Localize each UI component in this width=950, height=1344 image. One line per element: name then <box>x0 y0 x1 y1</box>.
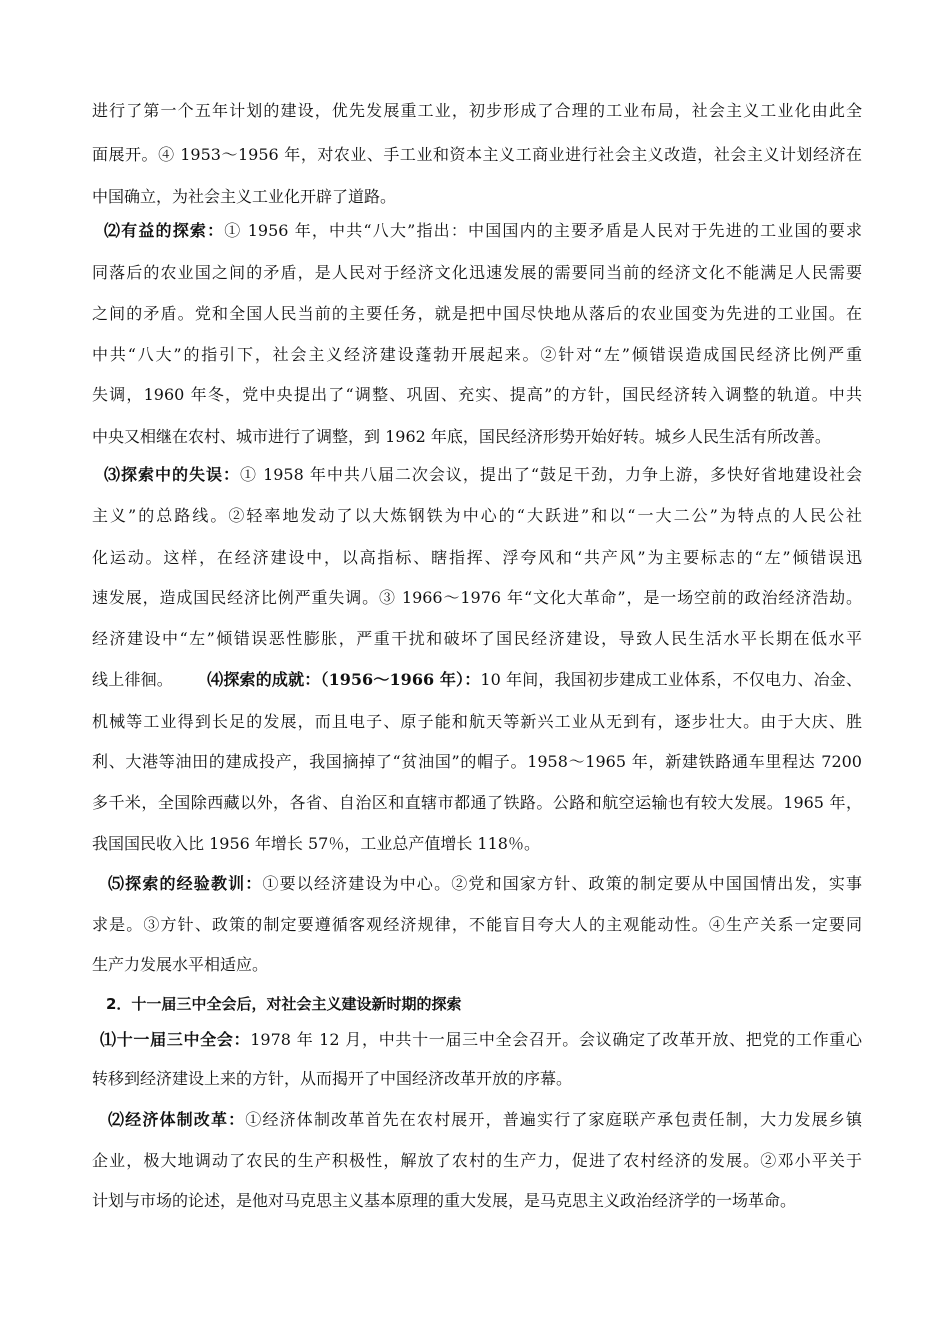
chapter-heading-text: 2．十一届三中全会后，对社会主义建设新时期的探索 <box>106 995 462 1013</box>
line-text: 失调，1960 年冬，党中央提出了“调整、巩固、充实、提高”的方针，国民经济转入调整的轨道。中共 <box>92 385 862 404</box>
section-lessons <box>108 874 862 894</box>
text-line <box>92 101 862 121</box>
line-text: 经济建设中“左”倾错误恶性膨胀，严重干扰和破坏了国民经济建设，导致人民生活水平长期在低水平 <box>92 629 862 648</box>
text-line <box>92 385 862 405</box>
section-mistakes <box>104 465 862 485</box>
text-line <box>92 915 862 935</box>
line-text: 中国确立，为社会主义工业化开辟了道路。 <box>92 187 397 206</box>
line-text: ① 1958 年中共八届二次会议，提出了“鼓足干劲，力争上游，多快好省地建设社会 <box>239 465 862 484</box>
line-text: 同落后的农业国之间的矛盾，是人民对于经济文化迅速发展的需要同当前的经济文化不能满足人民需要 <box>92 263 862 282</box>
line-text: ①要以经济建设为中心。②党和国家方针、政策的制定要从中国国情出发，实事 <box>262 874 862 893</box>
section-economic-reform <box>108 1110 862 1130</box>
section-heading: ⑶探索中的失误： <box>104 465 240 484</box>
line-text: 机械等工业得到长足的发展，而且电子、原子能和航天等新兴工业从无到有，逐步壮大。由于大庆、胜 <box>92 712 862 731</box>
line-text: 多千米，全国除西藏以外，各省、自治区和直辖市都通了铁路。公路和航空运输也有较大发展。1965 年， <box>92 793 862 812</box>
line-text: 10 年间，我国初步建成工业体系，不仅电力、冶金、 <box>480 670 862 689</box>
text-line <box>92 427 862 447</box>
text-line <box>92 263 862 283</box>
text-line <box>92 1151 862 1171</box>
section-heading: ⑵有益的探索： <box>104 221 225 240</box>
chapter-heading <box>106 994 862 1014</box>
text-line <box>92 145 862 165</box>
line-text: 企业，极大地调动了农民的生产积极性，解放了农村的生产力，促进了农村经济的发展。②邓小平关于 <box>92 1151 862 1170</box>
line-text: 1978 年 12 月，中共十一届三中全会召开。会议确定了改革开放、把党的工作重心 <box>250 1030 862 1049</box>
text-line <box>92 588 862 608</box>
text-line <box>92 712 862 732</box>
text-line <box>92 955 862 975</box>
line-text: 线上徘徊。 <box>92 670 173 689</box>
text-line <box>92 187 862 207</box>
line-text: 我国国民收入比 1956 年增长 57％，工业总产值增长 118％。 <box>92 834 540 853</box>
line-text: 中共“八大”的指引下，社会主义经济建设蓬勃开展起来。②针对“左”倾错误造成国民经济比例严重 <box>92 345 862 364</box>
text-line <box>92 548 862 568</box>
section-heading: ⑸探索的经验教训： <box>108 874 263 893</box>
section-achievements <box>92 670 862 690</box>
section-heading: ⑴十一届三中全会： <box>100 1030 251 1049</box>
line-text: 之间的矛盾。党和全国人民当前的主要任务，就是把中国尽快地从落后的农业国变为先进的工业国。在 <box>92 304 862 323</box>
text-line <box>92 345 862 365</box>
line-text: ①经济体制改革首先在农村展开，普遍实行了家庭联产承包责任制，大力发展乡镇 <box>245 1110 862 1129</box>
section-third-plenum <box>100 1030 862 1050</box>
line-text: 速发展，造成国民经济比例严重失调。③ 1966～1976 年“文化大革命”，是一场空前的政治经济浩劫。 <box>92 588 862 607</box>
line-text: 生产力发展水平相适应。 <box>92 955 269 974</box>
section-heading: ⑵经济体制改革： <box>108 1110 246 1129</box>
line-text: 进行了第一个五年计划的建设，优先发展重工业，初步形成了合理的工业布局，社会主义工业化由此全 <box>92 101 862 120</box>
text-line <box>92 1191 862 1211</box>
line-text: 主义”的总路线。②轻率地发动了以大炼钢铁为中心的“大跃进”和以“一大二公”为特点的人民公社 <box>92 506 862 525</box>
text-line <box>92 793 862 813</box>
text-line <box>92 304 862 324</box>
line-text: 面展开。④ 1953～1956 年，对农业、手工业和资本主义工商业进行社会主义改造，社会主义计划经济在 <box>92 145 862 164</box>
line-text: ① 1956 年，中共“八大”指出：中国国内的主要矛盾是人民对于先进的工业国的要求 <box>224 221 862 240</box>
line-text: 求是。③方针、政策的制定要遵循客观经济规律，不能盲目夸大人的主观能动性。④生产关系一定要同 <box>92 915 862 934</box>
line-text: 化运动。这样，在经济建设中，以高指标、瞎指挥、浮夸风和“共产风”为主要标志的“左”倾错误迅 <box>92 548 862 567</box>
line-text: 转移到经济建设上来的方针，从而揭开了中国经济改革开放的序幕。 <box>92 1069 573 1088</box>
text-line <box>92 1069 862 1089</box>
line-text: 利、大港等油田的建成投产，我国摘掉了“贫油国”的帽子。1958～1965 年，新建铁路通车里程达 7200 <box>92 752 862 771</box>
text-line <box>92 834 862 854</box>
section-useful-exploration <box>104 221 862 241</box>
text-line <box>92 506 862 526</box>
text-line <box>92 752 862 772</box>
line-text: 计划与市场的论述，是他对马克思主义基本原理的重大发展，是马克思主义政治经济学的一场革命。 <box>92 1191 797 1210</box>
line-text: 中央又相继在农村、城市进行了调整，到 1962 年底，国民经济形势开始好转。城乡人民生活有所改善。 <box>92 427 831 446</box>
text-line <box>92 629 862 649</box>
section-heading: ⑷探索的成就：（1956～1966 年）： <box>206 670 481 689</box>
